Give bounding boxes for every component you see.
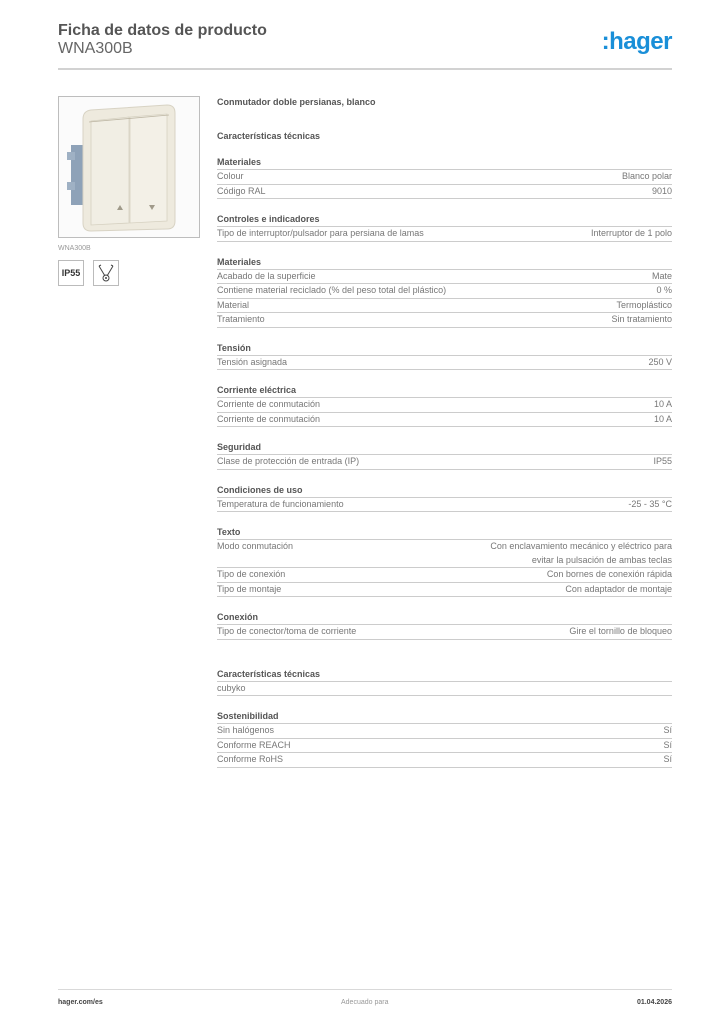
spec-value: Gire el tornillo de bloqueo [569,626,672,636]
spec-row [217,398,672,413]
ip55-badge [58,260,84,286]
spec-row [217,284,672,299]
spec-row [217,185,672,200]
product-image [58,96,200,238]
spec-label: Tipo de interruptor/pulsador para persiana de lamas [217,228,424,238]
footer-center-text: Adecuado para [341,999,389,1006]
spec-label: cubyko [217,682,246,693]
spec-row [217,498,672,513]
image-caption: WNA300B [58,245,91,252]
spec-value: Sí [663,754,672,764]
spec-label: Colour [217,171,244,181]
spec-label: Acabado de la superficie [217,270,316,281]
spec-group-materiales [217,156,672,199]
footer-divider [58,989,672,990]
group-title: Características técnicas [217,668,672,682]
spec-group-texto [217,526,672,597]
group-title: Controles e indicadores [217,213,672,227]
spec-value: 10 A [653,399,672,409]
spec-value: 9010 [651,185,672,196]
spec-value: -25 - 35 °C [628,498,672,509]
ip55-label: IP55 [61,268,81,278]
spec-row [217,313,672,328]
spec-value: Interruptor de 1 polo [590,228,672,238]
spec-value: 250 V [648,356,672,367]
spec-label: Modo conmutación [217,541,294,551]
spec-value: 10 A [653,413,672,424]
group-title: Seguridad [217,441,672,455]
spec-label: Contiene material reciclado (% del peso total del plástico) [217,285,447,295]
spec-value: Sí [663,739,672,750]
spec-label: Tipo de conector/toma de corriente [217,626,357,636]
spec-group-caracteristicas [217,668,672,697]
spec-label: Tratamiento [217,314,265,324]
document-title: Ficha de datos de producto [58,22,267,39]
website-link[interactable]: hager.com/es [58,999,103,1006]
spec-label: Tensión asignada [217,356,288,367]
group-title: Conexión [217,611,672,625]
spec-label: Corriente de conmutación [217,413,321,424]
spec-label: Conforme REACH [217,739,291,750]
document-date: 01.04.2026 [636,999,672,1006]
spec-value: IP55 [653,456,672,466]
spec-label: Corriente de conmutación [217,399,321,409]
switch-illustration-icon [59,97,199,237]
spec-row [217,753,672,768]
spec-label: Material [217,299,250,310]
spec-value: Termoplástico [616,299,672,310]
spec-row [217,170,672,185]
spec-value: 0 % [656,285,672,295]
spec-row [217,540,672,568]
spec-group-seguridad [217,441,672,470]
header-divider [58,68,672,70]
spec-value: Mate [651,270,672,281]
spec-value: Con bornes de conexión rápida [546,569,672,579]
spec-row [217,739,672,754]
spec-group-condiciones [217,484,672,513]
spec-row [217,270,672,285]
group-title: Materiales [217,156,672,170]
page-header [58,22,672,58]
spec-value: Blanco polar [621,171,672,181]
spec-value: Con adaptador de montaje [565,583,672,594]
spec-row [217,413,672,428]
spec-group-sostenibilidad [217,710,672,768]
spec-row [217,625,672,640]
spec-value: Sin tratamiento [611,314,672,324]
specifications-column [217,96,672,768]
spec-label: Sin halógenos [217,725,275,735]
group-title: Condiciones de uso [217,484,672,498]
spec-row [217,682,672,697]
group-title: Texto [217,526,672,540]
spec-label: Tipo de conexión [217,569,286,579]
group-title: Materiales [217,256,672,270]
spec-group-tension [217,342,672,371]
spec-label: Clase de protección de entrada (IP) [217,456,360,466]
group-title: Tensión [217,342,672,356]
spec-group-controles [217,213,672,242]
spec-group-materiales-2 [217,256,672,328]
group-title: Corriente eléctrica [217,384,672,398]
screw-terminal-icon [93,260,119,286]
product-visual-column [58,96,200,286]
spec-row [217,724,672,739]
spec-group-corriente [217,384,672,427]
spec-row [217,568,672,583]
spec-row [217,356,672,371]
spec-row [217,583,672,598]
spec-label: Conforme RoHS [217,754,284,764]
product-name: Conmutador doble persianas, blanco [217,97,376,107]
technical-characteristics-heading: Características técnicas [217,131,321,141]
group-title: Sostenibilidad [217,710,672,724]
spec-row [217,227,672,242]
spec-label: Código RAL [217,185,266,196]
spec-label: Temperatura de funcionamiento [217,498,344,509]
spec-row [217,455,672,470]
product-code: WNA300B [58,40,133,57]
spec-row [217,299,672,314]
hager-logo: :hager [601,28,672,55]
certification-badges [58,260,200,286]
spec-label: Tipo de montaje [217,583,282,594]
spec-value: Con enclavamiento mecánico y eléctrico para evitar la pulsación de ambas teclas [490,541,672,565]
spec-value: Sí [663,725,672,735]
spec-group-conexion [217,611,672,640]
